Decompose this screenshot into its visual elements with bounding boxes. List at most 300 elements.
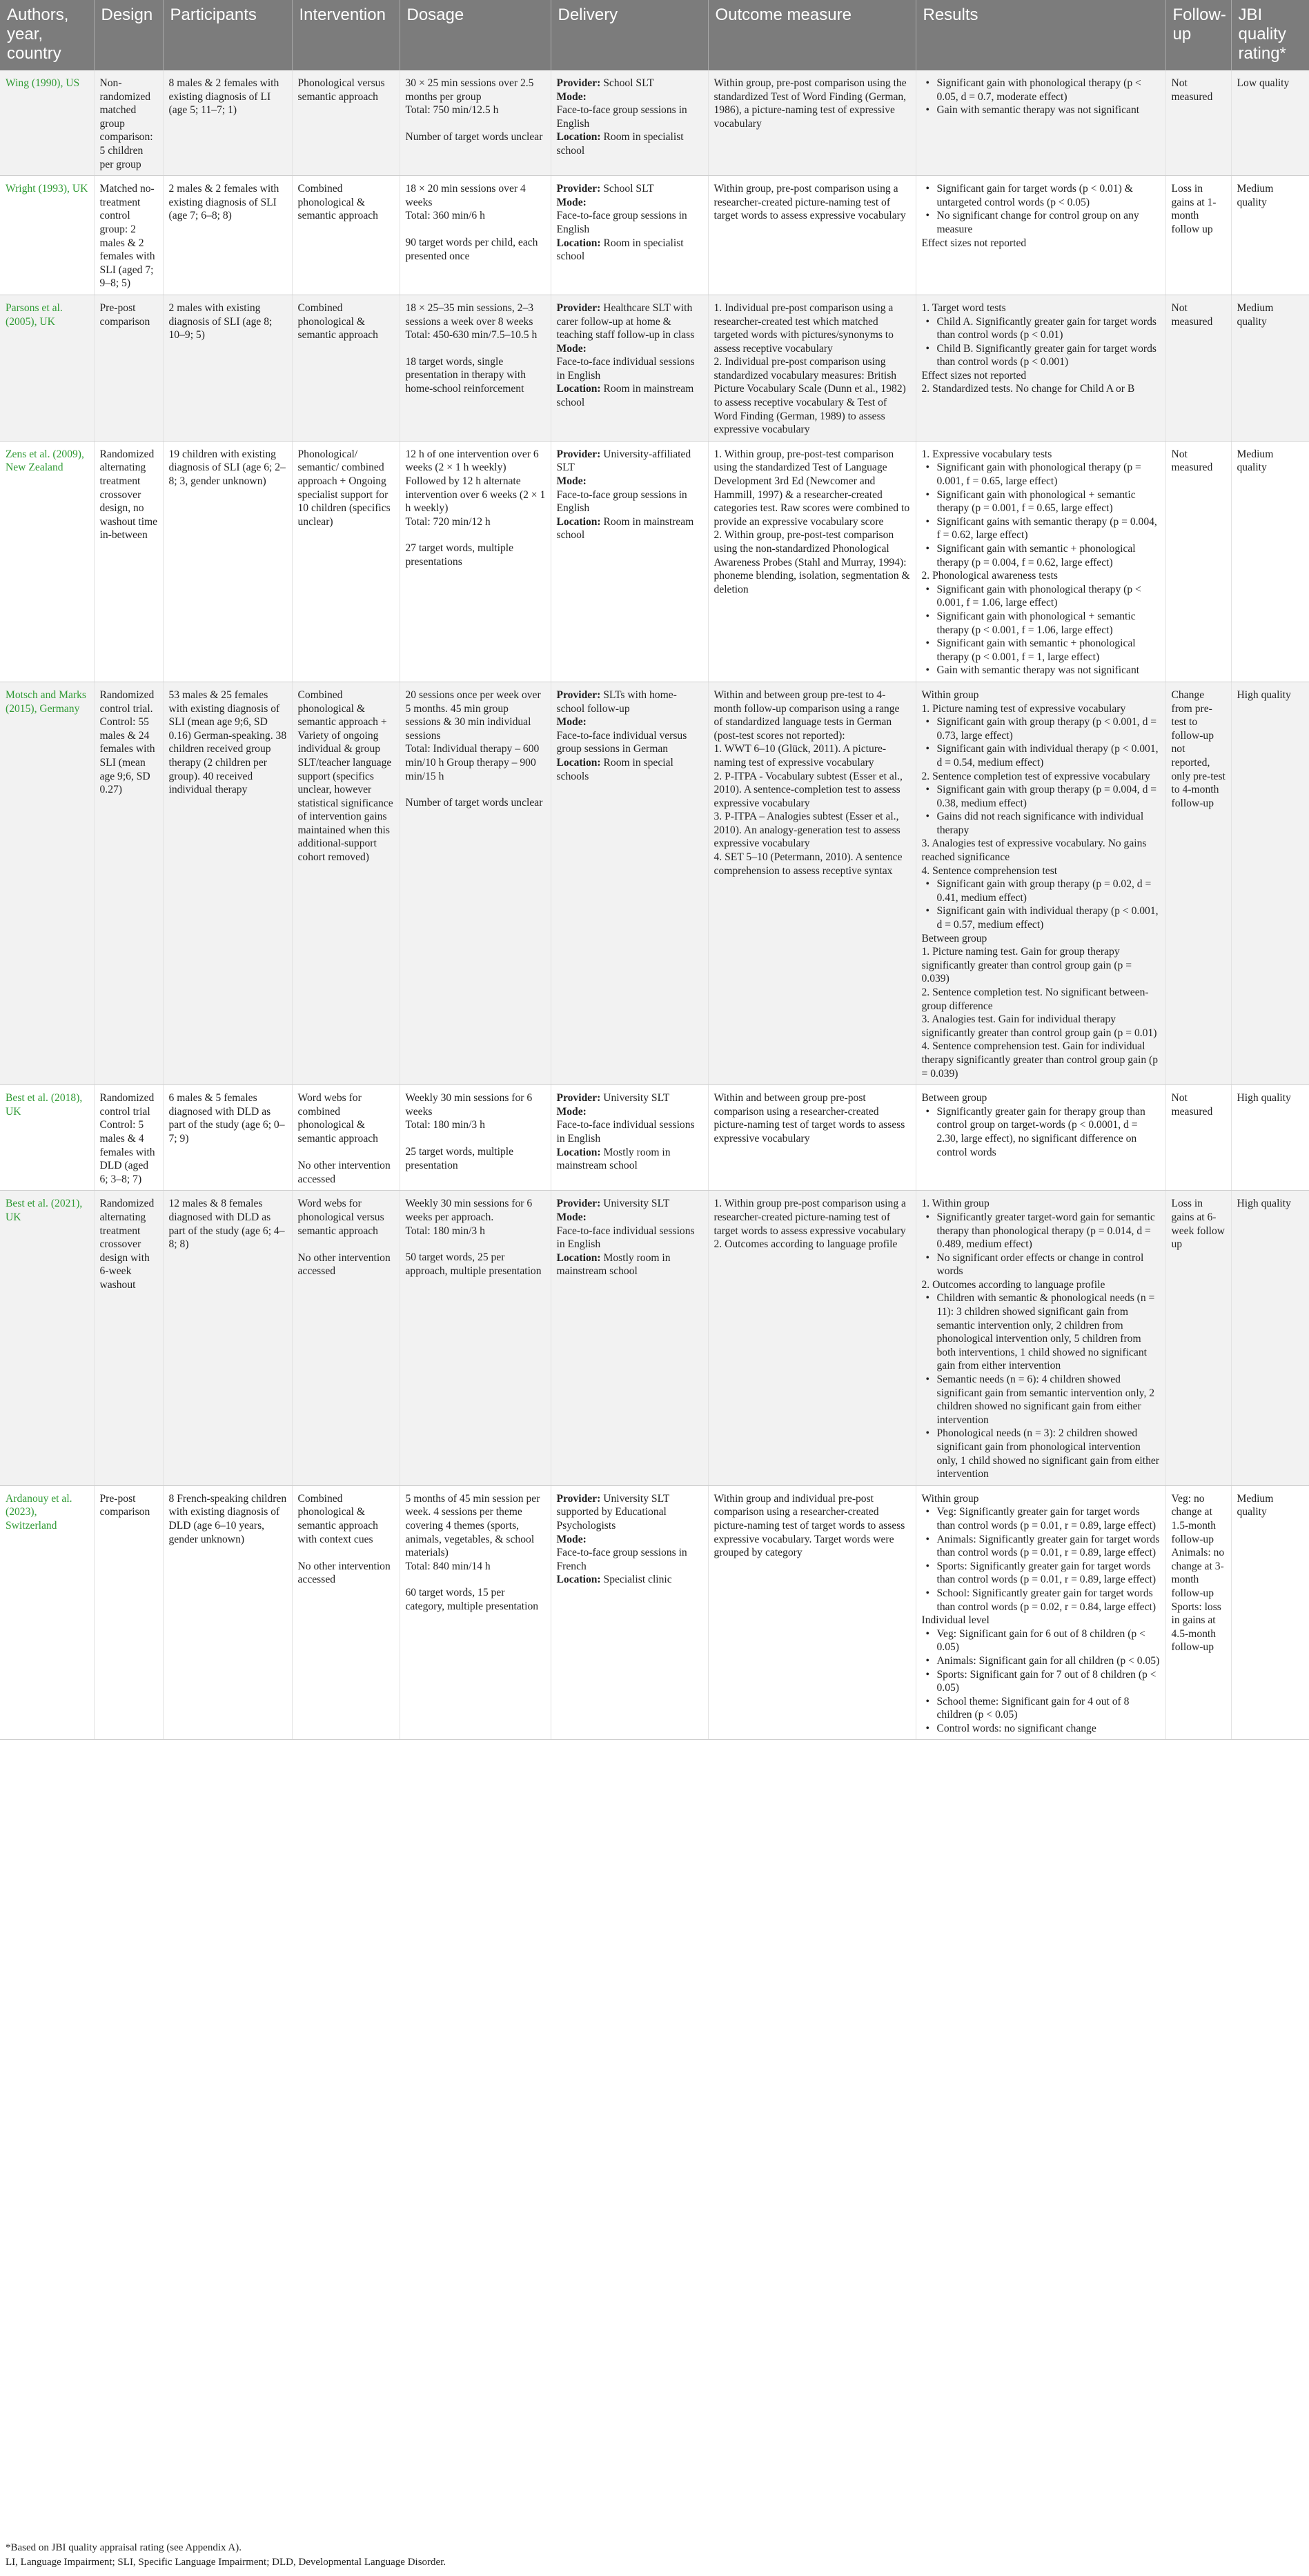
delivery-value: University SLT bbox=[603, 1198, 670, 1210]
cell-dosage bbox=[400, 682, 551, 1084]
label-colon: : bbox=[582, 196, 587, 208]
dosage-line: Weekly 30 min sessions for 6 weeks per approach. bbox=[405, 1198, 533, 1223]
author-citation[interactable]: Wing (1990), US bbox=[6, 77, 80, 89]
cell-design bbox=[94, 441, 163, 682]
outcome-line: 2. Individual pre-post comparison using standardized vocabulary measures: British Picture Vocabulary Scale (Dunn et al., 1982) to assess receptive vocabulary & Test of Word Finding (German, 1989) to assess expressive vocabulary bbox=[713, 356, 906, 436]
results-list bbox=[922, 1505, 1161, 1614]
cell-results bbox=[916, 441, 1165, 682]
delivery-label: Mode bbox=[556, 342, 583, 355]
delivery-label: Mode bbox=[556, 1533, 583, 1545]
cell-rating bbox=[1231, 1085, 1309, 1191]
cell-results bbox=[916, 295, 1165, 441]
cell-followup bbox=[1165, 682, 1231, 1084]
table-row bbox=[0, 295, 1309, 441]
delivery-provider bbox=[557, 448, 703, 475]
result-bullet: • Child B. Significantly greater gain for target words than control words (p < 0.001) bbox=[937, 342, 1161, 369]
result-bullet: • Gain with semantic therapy was not significant bbox=[937, 103, 1161, 117]
participants-text: 53 males & 25 females with existing diagnosis of SLI (mean age 9;6, SD 0.16) German-speaking. 38 children received group therapy (2 children per group). 40 received individual therapy bbox=[168, 688, 287, 796]
delivery-provider bbox=[557, 301, 703, 342]
outcome-line: 2. Within group, pre-post-test comparison using the non-standardized Phonological Awareness Probes (Stahl and Murray, 1994): phoneme blending, isolation, segmentation & deletion bbox=[713, 529, 910, 595]
cell-delivery bbox=[551, 176, 708, 295]
design-text: Randomized control trial Control: 5 males & 4 females with DLD (aged 6; 3–8; 7) bbox=[99, 1092, 155, 1185]
label-colon: : bbox=[582, 1105, 587, 1118]
footnote-abbreviations: LI, Language Impairment; SLI, Specific Language Impairment; DLD, Developmental Language Disorder. bbox=[6, 2557, 446, 2568]
outcome-line: 1. WWT 6–10 (Glück, 2011). A picture- naming test of expressive vocabulary bbox=[713, 743, 887, 769]
result-bullet: • Animals: Significant gain for all children (p < 0.05) bbox=[937, 1654, 1161, 1668]
cell-author bbox=[0, 70, 94, 176]
intervention-text: Word webs for combined phonological & semantic approach No other intervention accessed bbox=[297, 1092, 391, 1185]
delivery-mode bbox=[557, 196, 703, 237]
cell-intervention bbox=[292, 70, 400, 176]
outcome-line: 1. Within group, pre-post-test comparison using the standardized Test of Language Development 3rd Ed (Newcomer and Hammill, 1997) & a researcher-created categories test. Raw scores were combined to provide an expressive vocabulary score bbox=[713, 448, 910, 528]
dosage-line: 18 target words, single presentation in therapy with home-school reinforcement bbox=[405, 355, 526, 395]
result-bullet: • Significantly greater target-word gain for semantic therapy than phonological therapy (p = 0.014, d = 0.489, medium effect) bbox=[937, 1211, 1161, 1251]
followup-text: Loss in gains at 6-week follow up bbox=[1171, 1198, 1226, 1251]
dosage-line: Total: 720 min/12 h bbox=[405, 515, 491, 528]
cell-outcome bbox=[708, 441, 916, 682]
author-citation[interactable]: Motsch and Marks (2015), Germany bbox=[6, 688, 86, 715]
result-bullet: • Sports: Significant gain for 7 out of 8 children (p < 0.05) bbox=[937, 1668, 1161, 1695]
label-colon: : bbox=[597, 1574, 604, 1586]
delivery-location bbox=[557, 1573, 703, 1587]
dosage-line: Total: 750 min/12.5 h bbox=[405, 104, 499, 117]
result-bullet: • Significant gain with semantic + phonological therapy (p < 0.001, f = 1, large effect) bbox=[937, 637, 1161, 664]
design-text: Randomized control trial. Control: 55 males & 24 females with SLI (mean age 9;6, SD 0.27) bbox=[99, 688, 155, 796]
result-line: 2. Phonological awareness tests bbox=[921, 570, 1058, 582]
delivery-mode bbox=[557, 90, 703, 131]
dosage-line: 12 h of one intervention over 6 weeks (2 × 1 h weekly) Followed by 12 h alternate intervention over 6 weeks (2 × 1 h weekly) bbox=[405, 448, 546, 515]
results-list bbox=[922, 878, 1161, 931]
table-row bbox=[0, 441, 1309, 682]
cell-dosage bbox=[400, 1085, 551, 1191]
delivery-location bbox=[557, 382, 703, 409]
cell-design bbox=[94, 1191, 163, 1485]
delivery-value: Mostly room in mainstream school bbox=[556, 1251, 671, 1278]
delivery-location bbox=[557, 130, 703, 157]
dosage-line: Total: 450-630 min/7.5–10.5 h bbox=[405, 329, 538, 341]
dosage-line: Number of target words unclear bbox=[405, 797, 543, 809]
dosage-line: 60 target words, 15 per category, multiple presentation bbox=[405, 1587, 539, 1612]
cell-outcome bbox=[708, 70, 916, 176]
result-line: 2. Standardized tests. No change for Child A or B bbox=[921, 383, 1135, 395]
table-row bbox=[0, 70, 1309, 176]
delivery-value: School SLT bbox=[603, 77, 654, 89]
rating-text: High quality bbox=[1237, 1092, 1291, 1104]
delivery-label: Location bbox=[556, 1146, 598, 1158]
delivery-value: Face-to-face individual sessions in English bbox=[556, 1225, 695, 1251]
result-bullet: • Significant gain with group therapy (p < 0.001, d = 0.73, large effect) bbox=[937, 715, 1161, 742]
delivery-provider bbox=[557, 182, 703, 196]
label-colon: : bbox=[582, 342, 587, 355]
followup-text: Not measured bbox=[1171, 448, 1213, 474]
result-line: 1. Target word tests bbox=[921, 301, 1006, 314]
header-participants: Participants bbox=[163, 0, 292, 70]
cell-results bbox=[916, 176, 1165, 295]
delivery-value: Face-to-face group sessions in English bbox=[556, 104, 687, 130]
outcome-line: 3. P-ITPA – Analogies subtest (Esser et al., 2010). An analogy-generation test to assess expressive vocabulary bbox=[713, 811, 900, 850]
result-bullet: • Significant gain for target words (p < 0.01) & untargeted control words (p < 0.05) bbox=[937, 182, 1161, 209]
spacer bbox=[406, 342, 546, 355]
label-colon: : bbox=[597, 1092, 604, 1104]
cell-followup bbox=[1165, 295, 1231, 441]
cell-participants bbox=[163, 441, 292, 682]
header-intervention: Intervention bbox=[292, 0, 400, 70]
dosage-line: 25 target words, multiple presentation bbox=[405, 1145, 513, 1171]
result-bullet: • Child A. Significantly greater gain for target words than control words (p < 0.01) bbox=[937, 315, 1161, 342]
delivery-mode bbox=[557, 715, 703, 756]
delivery-label: Location bbox=[556, 756, 598, 769]
cell-author bbox=[0, 295, 94, 441]
delivery-label: Location bbox=[556, 237, 598, 249]
dosage-line: Number of target words unclear bbox=[405, 130, 543, 143]
cell-participants bbox=[163, 176, 292, 295]
results-list bbox=[922, 715, 1161, 769]
cell-followup bbox=[1165, 176, 1231, 295]
result-line: 1. Picture naming test. Gain for group therapy significantly greater than control group gain (p = 0.039) bbox=[921, 946, 1132, 985]
result-line: Effect sizes not reported bbox=[921, 369, 1027, 382]
label-colon: : bbox=[597, 1492, 604, 1505]
cell-rating bbox=[1231, 70, 1309, 176]
result-bullet: • Phonological needs (n = 3): 2 children showed significant gain from phonological intervention only, 1 child showed no significant gain from either intervention bbox=[937, 1427, 1161, 1480]
result-bullet: • No significant order effects or change in control words bbox=[937, 1251, 1161, 1278]
results-list bbox=[922, 182, 1161, 236]
header-rating: JBI quality rating* bbox=[1231, 0, 1309, 70]
result-bullet: • Veg: Significantly greater gain for target words than control words (p = 0.01, r = 0.89, large effect) bbox=[937, 1505, 1161, 1532]
followup-text: Change from pre-test to follow-up not reported, only pre-test to 4-month follow-up bbox=[1171, 688, 1226, 809]
delivery-value: Specialist clinic bbox=[603, 1574, 672, 1586]
cell-author bbox=[0, 1191, 94, 1485]
outcome-line: Within and between group pre-test to 4-month follow-up comparison using a range of standardized language tests in German (post-test scores not reported): bbox=[713, 688, 900, 742]
result-bullet: • Significant gain with phonological + semantic therapy (p = 0.001, f = 0.65, large effect) bbox=[937, 488, 1161, 515]
design-text: Matched no-treatment control group: 2 males & 2 females with SLI (aged 7; 9–8; 5) bbox=[99, 183, 155, 290]
result-bullet: • Significant gains with semantic therapy (p = 0.004, f = 0.62, large effect) bbox=[937, 515, 1161, 542]
outcome-line: Within group and individual pre-post comparison using a researcher-created picture-naming test of target words to assess expressive vocabulary. Target words were grouped by category bbox=[713, 1492, 905, 1559]
table-row bbox=[0, 1191, 1309, 1485]
delivery-label: Provider bbox=[556, 1492, 598, 1505]
cell-dosage bbox=[400, 70, 551, 176]
design-text: Randomized alternating treatment crossover design with 6-week washout bbox=[99, 1198, 155, 1291]
table-row bbox=[0, 1485, 1309, 1740]
author-citation[interactable]: Wright (1993), UK bbox=[6, 183, 88, 195]
dosage-line: 18 × 25–35 min sessions, 2–3 sessions a week over 8 weeks bbox=[405, 301, 534, 328]
dosage-line: Total: 360 min/6 h bbox=[405, 210, 485, 222]
participants-text: 8 males & 2 females with existing diagnosis of LI (age 5; 11–7; 1) bbox=[168, 77, 279, 117]
label-colon: : bbox=[582, 1533, 587, 1545]
delivery-mode bbox=[557, 475, 703, 515]
delivery-value: Face-to-face individual sessions in English bbox=[556, 356, 695, 382]
result-bullet: • Significant gain with individual therapy (p < 0.001, d = 0.57, medium effect) bbox=[937, 904, 1161, 931]
delivery-value: University-affiliated SLT bbox=[556, 448, 691, 474]
spacer bbox=[406, 223, 546, 236]
intervention-text: Word webs for phonological versus semantic approach No other intervention accessed bbox=[297, 1198, 391, 1278]
delivery-mode bbox=[557, 1533, 703, 1574]
outcome-line: 4. SET 5–10 (Petermann, 2010). A sentence comprehension to assess receptive syntax bbox=[713, 851, 903, 877]
delivery-provider bbox=[557, 1091, 703, 1105]
cell-author bbox=[0, 176, 94, 295]
cell-outcome bbox=[708, 682, 916, 1084]
author-citation[interactable]: Best et al. (2021), UK bbox=[6, 1198, 83, 1223]
rating-text: High quality bbox=[1237, 1198, 1291, 1210]
rating-text: Low quality bbox=[1237, 77, 1290, 89]
dosage-line: Total: 180 min/3 h bbox=[405, 1225, 485, 1237]
author-citation[interactable]: Parsons et al. (2005), UK bbox=[6, 301, 63, 328]
delivery-value: Mostly room in mainstream school bbox=[556, 1146, 671, 1172]
results-list bbox=[922, 461, 1161, 569]
delivery-value: Room in specialist school bbox=[556, 131, 684, 157]
result-line: 1. Picture naming test of expressive vocabulary bbox=[921, 702, 1126, 715]
delivery-label: Mode bbox=[556, 716, 583, 729]
header-row bbox=[0, 0, 1309, 70]
delivery-value: Room in special schools bbox=[556, 756, 673, 782]
delivery-value: Face-to-face group sessions in English bbox=[556, 210, 687, 235]
delivery-label: Location bbox=[556, 1251, 598, 1264]
result-bullet: • School: Significantly greater gain for target words than control words (p = 0.02, r = 0.84, large effect) bbox=[937, 1587, 1161, 1614]
spacer bbox=[406, 528, 546, 542]
intervention-text: Combined phonological & semantic approach bbox=[297, 183, 378, 222]
label-colon: : bbox=[597, 1251, 604, 1264]
dosage-line: 30 × 25 min sessions over 2.5 months per group bbox=[405, 77, 534, 103]
cell-design bbox=[94, 70, 163, 176]
delivery-label: Provider bbox=[556, 301, 598, 314]
result-bullet: • Children with semantic & phonological needs (n = 11): 3 children showed significant gain from semantic intervention only, 2 children from phonological intervention only, 5 children from both interventions, 1 child showed no significant gain from either intervention bbox=[937, 1291, 1161, 1373]
spacer bbox=[406, 1132, 546, 1145]
delivery-provider bbox=[557, 1492, 703, 1533]
outcome-line: 1. Within group pre-post comparison using a researcher-created picture-naming test of target words to assess expressive vocabulary bbox=[713, 1198, 906, 1237]
cell-author bbox=[0, 1485, 94, 1740]
participants-text: 19 children with existing diagnosis of SLI (age 6; 2–8; 3, gender unknown) bbox=[168, 448, 286, 488]
cell-dosage bbox=[400, 1191, 551, 1485]
design-text: Pre-post comparison bbox=[99, 301, 150, 328]
cell-design bbox=[94, 295, 163, 441]
result-bullet: • Significant gain with phonological + semantic therapy (p < 0.001, f = 1.06, large effect) bbox=[937, 610, 1161, 637]
results-list bbox=[922, 1211, 1161, 1278]
author-citation[interactable]: Ardanouy et al. (2023), Switzerland bbox=[6, 1492, 72, 1532]
cell-author bbox=[0, 441, 94, 682]
cell-rating bbox=[1231, 1485, 1309, 1740]
result-bullet: • Significant gain with group therapy (p = 0.004, d = 0.38, medium effect) bbox=[937, 783, 1161, 810]
result-line: 3. Analogies test. Gain for individual therapy significantly greater than control group gain (p = 0.01) 4. Sentence comprehension test. Gain for individual therapy significantly greater than control group gain (p = 0.039) bbox=[921, 1013, 1159, 1080]
delivery-value: University SLT bbox=[603, 1092, 670, 1104]
delivery-value: School SLT bbox=[603, 183, 654, 195]
result-line: Individual level bbox=[921, 1614, 990, 1627]
cell-followup bbox=[1165, 1191, 1231, 1485]
results-list bbox=[922, 1105, 1161, 1159]
header-authors: Authors, year, country bbox=[0, 0, 94, 70]
participants-text: 12 males & 8 females diagnosed with DLD as part of the study (age 6; 4–8; 8) bbox=[168, 1198, 285, 1251]
result-bullet: • Significantly greater gain for therapy group than control group on target-words (p < 0.0001, d = 2.30, large effect), no significant difference on control words bbox=[937, 1105, 1161, 1159]
rating-text: Medium quality bbox=[1237, 183, 1274, 208]
cell-dosage bbox=[400, 1485, 551, 1740]
delivery-mode bbox=[557, 342, 703, 383]
result-line: 4. Sentence comprehension test bbox=[921, 864, 1058, 877]
delivery-location bbox=[557, 237, 703, 264]
delivery-label: Provider bbox=[556, 688, 598, 701]
design-text: Non-randomized matched group comparison: 5 children per group bbox=[99, 77, 153, 170]
result-line: Between group bbox=[921, 932, 987, 944]
outcome-line: 2. P-ITPA - Vocabulary subtest (Esser et al., 2010). A sentence-completion test to assess expressive vocabulary bbox=[713, 770, 903, 809]
dosage-line: 90 target words per child, each presented once bbox=[405, 236, 538, 262]
delivery-mode bbox=[557, 1105, 703, 1146]
delivery-label: Mode bbox=[556, 1211, 583, 1223]
cell-author bbox=[0, 1085, 94, 1191]
delivery-value: Face-to-face individual versus group sessions in German bbox=[556, 729, 687, 755]
header-outcome: Outcome measure bbox=[708, 0, 916, 70]
followup-text: Not measured bbox=[1171, 77, 1213, 103]
outcome-line: Within and between group pre-post comparison using a researcher-created picture-naming test of target words to assess expressive vocabulary bbox=[713, 1092, 905, 1145]
delivery-location bbox=[557, 756, 703, 783]
delivery-label: Mode bbox=[556, 196, 583, 208]
cell-followup bbox=[1165, 1085, 1231, 1191]
participants-text: 8 French-speaking children with existing diagnosis of DLD (age 6–10 years, gender unknown) bbox=[168, 1492, 287, 1545]
delivery-label: Mode bbox=[556, 90, 583, 103]
delivery-value: Face-to-face group sessions in French bbox=[556, 1547, 687, 1572]
table-footnotes bbox=[6, 2541, 446, 2570]
cell-results bbox=[916, 1085, 1165, 1191]
results-list bbox=[922, 783, 1161, 837]
results-list bbox=[922, 583, 1161, 677]
label-colon: : bbox=[597, 688, 604, 701]
result-bullet: • Gain with semantic therapy was not significant bbox=[937, 664, 1161, 677]
result-bullet: • Gains did not reach significance with individual therapy bbox=[937, 810, 1161, 837]
delivery-location bbox=[557, 515, 703, 542]
dosage-line: Total: 840 min/14 h bbox=[405, 1560, 491, 1572]
cell-outcome bbox=[708, 1085, 916, 1191]
delivery-value: Room in mainstream school bbox=[556, 383, 694, 409]
cell-intervention bbox=[292, 1085, 400, 1191]
followup-text: Loss in gains at 1-month follow up bbox=[1171, 183, 1217, 235]
label-colon: : bbox=[597, 1146, 604, 1158]
results-list bbox=[922, 1627, 1161, 1736]
cell-rating bbox=[1231, 682, 1309, 1084]
cell-participants bbox=[163, 1085, 292, 1191]
spacer bbox=[406, 117, 546, 130]
result-line: Effect sizes not reported bbox=[921, 237, 1027, 249]
rating-text: High quality bbox=[1237, 688, 1291, 701]
results-list bbox=[922, 1291, 1161, 1480]
result-bullet: • Significant gain with individual therapy (p < 0.001, d = 0.54, medium effect) bbox=[937, 742, 1161, 769]
result-line: 3. Analogies test of expressive vocabulary. No gains reached significance bbox=[921, 838, 1147, 864]
delivery-label: Location bbox=[556, 131, 598, 143]
dosage-line: 5 months of 45 min session per week. 4 sessions per theme covering 4 themes (sports, animals, vegetables, & school materials) bbox=[405, 1492, 540, 1559]
label-colon: : bbox=[582, 716, 587, 729]
label-colon: : bbox=[597, 1198, 604, 1210]
result-line: 1. Within group bbox=[921, 1198, 990, 1210]
header-followup: Follow-up bbox=[1165, 0, 1231, 70]
spacer bbox=[406, 1238, 546, 1251]
intervention-text: Combined phonological & semantic approach bbox=[297, 301, 378, 341]
rating-text: Medium quality bbox=[1237, 301, 1274, 328]
delivery-label: Provider bbox=[556, 1198, 598, 1210]
cell-outcome bbox=[708, 1485, 916, 1740]
cell-intervention bbox=[292, 295, 400, 441]
cell-intervention bbox=[292, 441, 400, 682]
result-bullet: • Significant gain with phonological therapy (p = 0.001, f = 0.65, large effect) bbox=[937, 461, 1161, 488]
result-bullet: • Veg: Significant gain for 6 out of 8 children (p < 0.05) bbox=[937, 1627, 1161, 1654]
followup-text: Not measured bbox=[1171, 301, 1213, 328]
author-citation[interactable]: Zens et al. (2009), New Zealand bbox=[6, 448, 84, 474]
result-bullet: • Control words: no significant change bbox=[937, 1722, 1161, 1736]
dosage-line: Total: Individual therapy – 600 min/10 h Group therapy – 900 min/15 h bbox=[405, 743, 540, 782]
cell-intervention bbox=[292, 1485, 400, 1740]
result-bullet: • Significant gain with semantic + phonological therapy (p = 0.004, f = 0.62, large effect) bbox=[937, 542, 1161, 569]
author-citation[interactable]: Best et al. (2018), UK bbox=[6, 1092, 83, 1118]
dosage-line: Total: 180 min/3 h bbox=[405, 1119, 485, 1131]
delivery-label: Provider bbox=[556, 448, 598, 460]
delivery-location bbox=[557, 1251, 703, 1278]
dosage-line: 18 × 20 min sessions over 4 weeks bbox=[405, 183, 526, 208]
delivery-provider bbox=[557, 77, 703, 90]
delivery-value: University SLT supported by Educational Psychologists bbox=[556, 1492, 669, 1532]
outcome-line: Within group, pre-post comparison using a researcher-created picture-naming test of target words to assess expressive vocabulary bbox=[713, 183, 906, 222]
label-colon: : bbox=[597, 237, 604, 249]
delivery-label: Mode bbox=[556, 475, 583, 488]
cell-dosage bbox=[400, 295, 551, 441]
cell-participants bbox=[163, 70, 292, 176]
result-bullet: • Significant gain with group therapy (p = 0.02, d = 0.41, medium effect) bbox=[937, 878, 1161, 904]
label-colon: : bbox=[597, 301, 604, 314]
cell-delivery bbox=[551, 682, 708, 1084]
design-text: Randomized alternating treatment crossover design, no washout time in-between bbox=[99, 448, 158, 542]
cell-participants bbox=[163, 1191, 292, 1485]
participants-text: 2 males & 2 females with existing diagnosis of SLI (age 7; 6–8; 8) bbox=[168, 183, 279, 222]
intervention-text: Phonological/ semantic/ combined approach + Ongoing specialist support for 10 children (specifics unclear) bbox=[297, 448, 391, 528]
delivery-label: Provider bbox=[556, 77, 598, 89]
result-line: Between group bbox=[921, 1092, 987, 1104]
cell-author bbox=[0, 682, 94, 1084]
cell-intervention bbox=[292, 176, 400, 295]
intervention-text: Combined phonological & semantic approach with context cues No other intervention accessed bbox=[297, 1492, 391, 1586]
label-colon: : bbox=[597, 515, 604, 528]
cell-results bbox=[916, 70, 1165, 176]
followup-text: Veg: no change at 1.5-month follow-up Animals: no change at 3-month follow-up Sports: loss in gains at 4.5-month follow-up bbox=[1171, 1492, 1225, 1654]
header-delivery: Delivery bbox=[551, 0, 708, 70]
rating-text: Medium quality bbox=[1237, 1492, 1274, 1518]
cell-design bbox=[94, 176, 163, 295]
cell-participants bbox=[163, 682, 292, 1084]
header-results: Results bbox=[916, 0, 1165, 70]
table-row bbox=[0, 1085, 1309, 1191]
delivery-value: Room in specialist school bbox=[556, 237, 684, 263]
cell-followup bbox=[1165, 1485, 1231, 1740]
delivery-value: Face-to-face group sessions in English bbox=[556, 488, 687, 515]
results-list bbox=[922, 77, 1161, 117]
dosage-line: Weekly 30 min sessions for 6 weeks bbox=[405, 1092, 533, 1118]
delivery-label: Provider bbox=[556, 1092, 598, 1104]
results-list bbox=[922, 315, 1161, 369]
cell-design bbox=[94, 1085, 163, 1191]
table-row bbox=[0, 176, 1309, 295]
cell-delivery bbox=[551, 295, 708, 441]
label-colon: : bbox=[597, 131, 604, 143]
cell-delivery bbox=[551, 1191, 708, 1485]
cell-rating bbox=[1231, 1191, 1309, 1485]
cell-results bbox=[916, 682, 1165, 1084]
outcome-line: 1. Individual pre-post comparison using a researcher-created test which matched targeted words with pictures/synonyms to assess receptive vocabulary bbox=[713, 301, 894, 355]
label-colon: : bbox=[597, 756, 604, 769]
footnote-jbi: *Based on JBI quality appraisal rating (see Appendix A). bbox=[6, 2542, 242, 2553]
cell-results bbox=[916, 1191, 1165, 1485]
label-colon: : bbox=[597, 77, 604, 89]
result-bullet: • School theme: Significant gain for 4 out of 8 children (p < 0.05) bbox=[937, 1695, 1161, 1722]
participants-text: 6 males & 5 females diagnosed with DLD as part of the study (age 6; 0–7; 9) bbox=[168, 1092, 285, 1145]
result-bullet: • Sports: Significantly greater gain for target words than control words (p = 0.01, r = 0.89, large effect) bbox=[937, 1560, 1161, 1587]
label-colon: : bbox=[582, 475, 587, 488]
header-dosage: Dosage bbox=[400, 0, 551, 70]
cell-intervention bbox=[292, 682, 400, 1084]
result-bullet: • Animals: Significantly greater gain for target words than control words (p = 0.01, r = 0.89, large effect) bbox=[937, 1533, 1161, 1560]
cell-participants bbox=[163, 1485, 292, 1740]
delivery-label: Mode bbox=[556, 1105, 583, 1118]
